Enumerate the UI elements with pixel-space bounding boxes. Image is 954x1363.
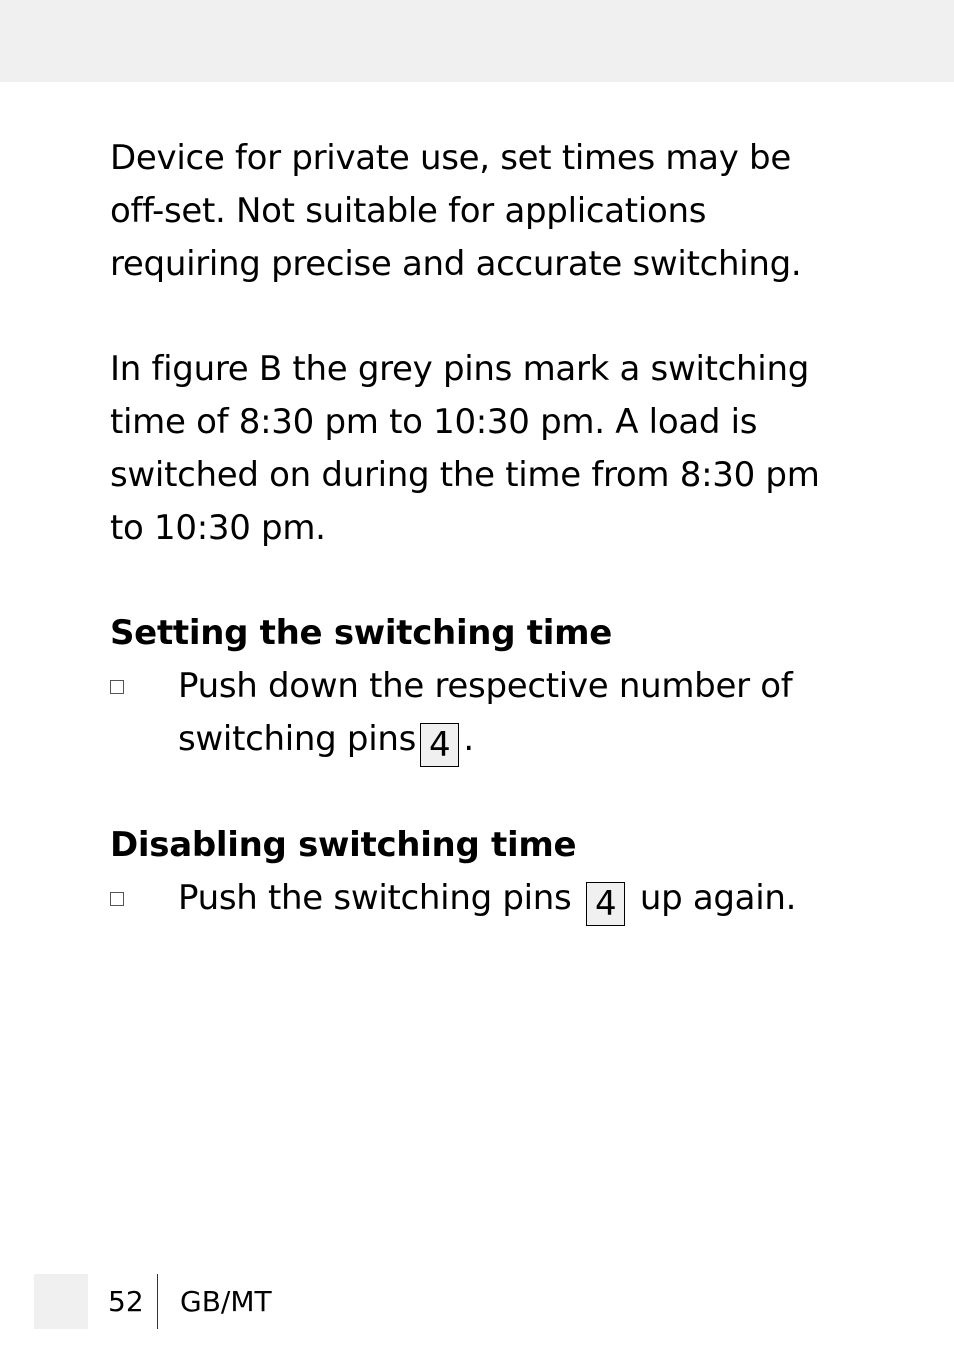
header-band	[0, 0, 954, 82]
page-content	[110, 132, 850, 926]
paragraph-figure-b: In figure B the grey pins mark a switching time of 8:30 pm to 10:30 pm. A load is switched on during the time from 8:30 pm to 10:30 pm.	[110, 349, 820, 548]
list-item-text-end: up again.	[639, 878, 797, 918]
language-code: GB/MT	[180, 1285, 272, 1318]
footer-marker	[34, 1274, 88, 1329]
reference-number-box: 4	[420, 723, 459, 767]
bullet-square-icon	[110, 892, 124, 906]
footer-divider	[157, 1274, 158, 1329]
heading-setting-switching-time: Setting the switching time	[110, 613, 612, 653]
list-item-push-down	[110, 660, 850, 767]
heading-disabling-switching-time: Disabling switching time	[110, 825, 577, 865]
list-item-text-end: .	[463, 719, 474, 759]
reference-number-box: 4	[586, 882, 625, 926]
list-item-push-up	[110, 872, 850, 926]
bullet-square-icon	[110, 680, 124, 694]
list-item-text: Push the switching pins	[178, 878, 572, 918]
page-number: 52	[108, 1285, 144, 1318]
list-item-text: Push down the respective number of switching pins	[178, 666, 793, 759]
paragraph-private-use: Device for private use, set times may be off-set. Not suitable for applications requiring precise and accurate switching.	[110, 138, 802, 284]
